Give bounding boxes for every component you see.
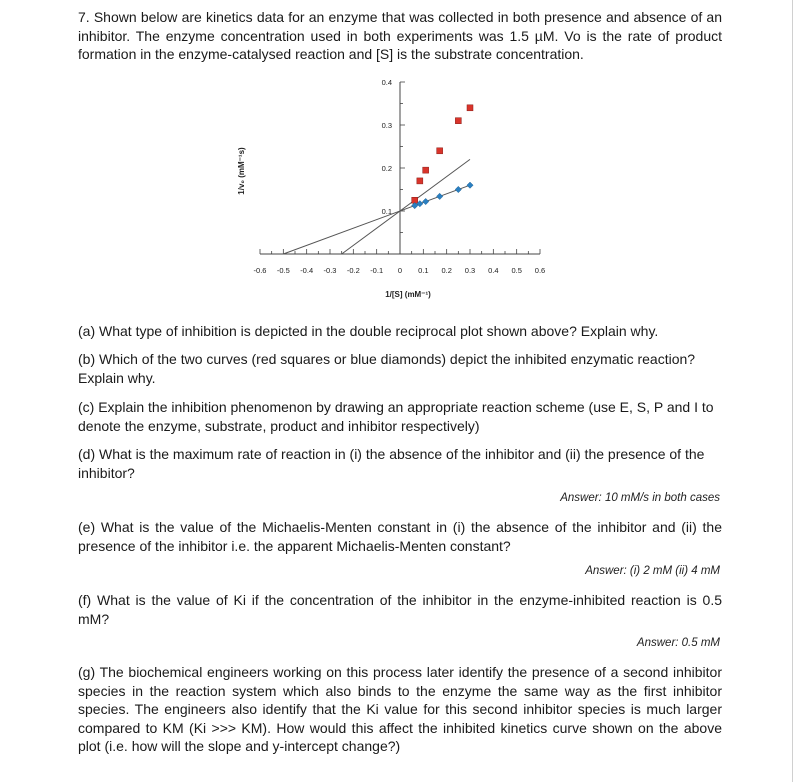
question-intro: 7. Shown below are kinetics data for an enzyme that was collected in both presence and absence of an inhibitor. The enzyme concentration used in both experiments was 1.5 µM. Vo is the rate of product formation in the enzyme-catalysed reaction and [S] is the substrate concentration. bbox=[78, 9, 722, 62]
x-tick-label: -0.1 bbox=[370, 266, 384, 275]
question-a: (a) What type of inhibition is depicted in the double reciprocal plot shown above? Explain why. bbox=[78, 323, 659, 339]
x-tick-label: -0.4 bbox=[300, 266, 314, 275]
x-tick-label: 0.2 bbox=[441, 266, 452, 275]
fit-line-red bbox=[342, 159, 470, 254]
x-tick-label: 0.6 bbox=[534, 266, 546, 275]
y-tick-label: 0.4 bbox=[381, 78, 392, 87]
question-b: (b) Which of the two curves (red squares or blue diamonds) depict the inhibited enzymatic reaction? Explain why. bbox=[78, 351, 696, 386]
question-g: (g) The biochemical engineers working on this process later identify the presence of a second inhibitor species in the reaction system which also binds to the enzyme the same way as the first inhibitor species. The engineers also identify that the Ki value for this second inhibitor species is much larger compared to KM (Ki >>> KM). How would this affect the inhibited kinetics curve shown on the above plot (i.e. how will the slope and y-intercept change?) bbox=[78, 664, 722, 754]
x-tick-label: 0 bbox=[397, 266, 403, 275]
x-tick-label: -0.5 bbox=[276, 266, 290, 275]
x-tick-label: 0.1 bbox=[418, 266, 429, 275]
y-tick-label: 0.1 bbox=[381, 207, 392, 216]
data-point-blue-diamond bbox=[455, 186, 461, 192]
x-tick-label: 0.5 bbox=[511, 266, 522, 275]
question-d: (d) What is the maximum rate of reaction in (i) the absence of the inhibitor and (ii) the presence of the inhibitor? bbox=[78, 446, 705, 481]
data-point-blue-diamond bbox=[422, 198, 428, 204]
y-tick-label: 0.3 bbox=[381, 121, 392, 130]
answer-e: Answer: (i) 2 mM (ii) 4 mM bbox=[585, 565, 720, 577]
x-tick-label: 0.4 bbox=[488, 266, 499, 275]
y-axis-label: 1/v₀ (mM⁻¹s) bbox=[237, 147, 246, 195]
answer-f: Answer: 0.5 mM bbox=[636, 637, 720, 649]
data-point-red-square bbox=[423, 167, 429, 173]
question-c: (c) Explain the inhibition phenomenon by drawing an appropriate reaction scheme (use E, S, P and I to denote the enzyme, substrate, product and inhibitor respectively) bbox=[78, 399, 714, 434]
double-reciprocal-plot bbox=[237, 70, 560, 302]
x-tick-label: 0.3 bbox=[464, 266, 476, 275]
answer-d: Answer: 10 mM/s in both cases bbox=[560, 492, 720, 504]
data-point-blue-diamond bbox=[436, 193, 442, 199]
data-point-red-square bbox=[467, 105, 473, 111]
x-axis-label: 1/[S] (mM⁻¹) bbox=[385, 290, 431, 299]
question-e: (e) What is the value of the Michaelis-Menten constant in (i) the absence of the inhibitor and (ii) the presence of the inhibitor i.e. the apparent Michaelis-Menten constant? bbox=[78, 519, 722, 554]
x-tick-label: -0.2 bbox=[346, 266, 360, 275]
y-tick-label: 0.2 bbox=[381, 164, 392, 173]
question-f: (f) What is the value of Ki if the concentration of the inhibitor in the enzyme-inhibited reaction is 0.5 mM? bbox=[78, 592, 722, 627]
data-point-blue-diamond bbox=[467, 182, 473, 188]
data-point-red-square bbox=[417, 178, 423, 184]
x-tick-label: -0.3 bbox=[323, 266, 337, 275]
data-point-red-square bbox=[437, 148, 443, 154]
x-tick-label: -0.6 bbox=[253, 266, 267, 275]
data-point-red-square bbox=[455, 118, 461, 124]
